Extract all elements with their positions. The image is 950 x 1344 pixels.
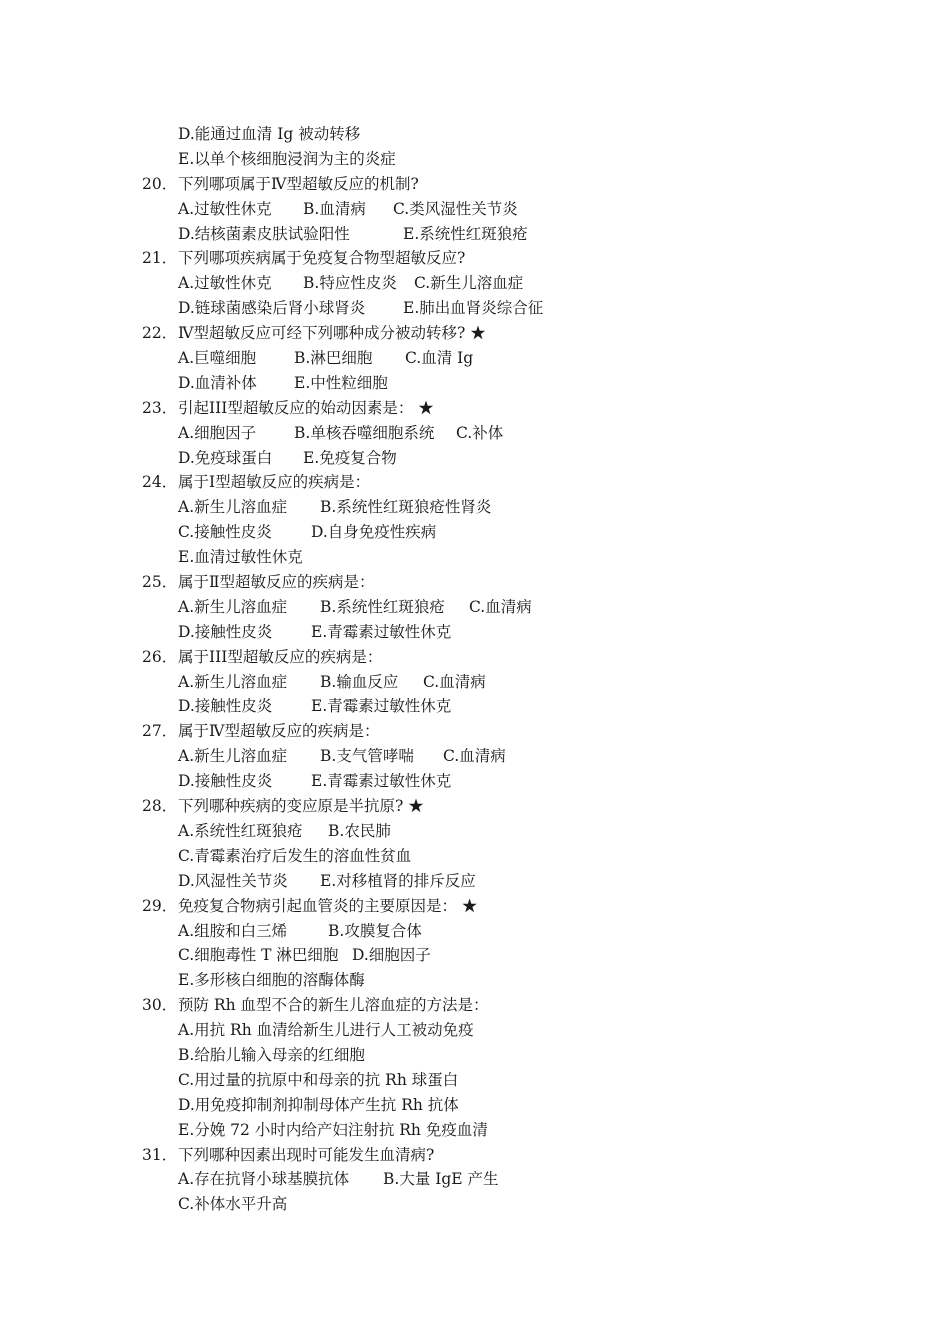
option-line — [0, 769, 950, 794]
question-line — [0, 1143, 950, 1168]
option-text: A.用抗 Rh 血清给新生儿进行人工被动免疫 — [178, 1021, 474, 1040]
option-text: B.给胎儿输入母亲的红细胞 — [178, 1045, 365, 1064]
question-line — [0, 321, 950, 346]
option-text: C.类风湿性关节炎 — [393, 199, 518, 218]
option-text: A.组胺和白三烯 — [178, 921, 288, 940]
option-line — [0, 819, 950, 844]
option-line — [0, 371, 950, 396]
option-line — [0, 968, 950, 993]
option-line — [0, 222, 950, 247]
question-number: 23． — [142, 398, 178, 417]
option-line — [0, 147, 950, 172]
option-text: C.血清病 — [423, 672, 486, 691]
option-text: D.接触性皮炎 — [178, 622, 273, 641]
option-text: D.细胞因子 — [352, 946, 431, 965]
option-text: E.免疫复合物 — [303, 448, 397, 467]
question-text: 下列哪种疾病的变应原是半抗原? ★ — [178, 797, 424, 816]
option-line — [0, 1118, 950, 1143]
option-line — [0, 520, 950, 545]
question-text: 预防 Rh 血型不合的新生儿溶血症的方法是： — [178, 996, 489, 1015]
question-line — [0, 993, 950, 1018]
option-text: C.补体 — [456, 423, 504, 442]
option-text: A.存在抗肾小球基膜抗体 — [178, 1170, 350, 1189]
option-text: C.血清病 — [443, 747, 506, 766]
option-text: C.青霉素治疗后发生的溶血性贫血 — [178, 846, 412, 865]
question-number: 24． — [142, 473, 178, 492]
option-text: A.新生儿溶血症 — [178, 747, 288, 766]
option-text: D.链球菌感染后肾小球肾炎 — [178, 299, 366, 318]
option-text: B.农民肺 — [328, 821, 391, 840]
option-text: A.过敏性休克 — [178, 274, 272, 293]
question-text: 下列哪项属于Ⅳ型超敏反应的机制? — [178, 174, 419, 193]
question-line — [0, 719, 950, 744]
question-text: 属于Ⅰ型超敏反应的疾病是： — [178, 473, 371, 492]
option-text: D.接触性皮炎 — [178, 697, 273, 716]
option-line — [0, 595, 950, 620]
option-text: A.新生儿溶血症 — [178, 597, 288, 616]
question-number: 21． — [142, 249, 178, 268]
option-text: E.以单个核细胞浸润为主的炎症 — [178, 149, 396, 168]
option-line — [0, 1043, 950, 1068]
option-text: C.血清病 — [469, 597, 532, 616]
option-text: B.支气管哮喘 — [320, 747, 414, 766]
question-text: 下列哪项疾病属于免疫复合物型超敏反应? — [178, 249, 466, 268]
option-line — [0, 1093, 950, 1118]
question-line — [0, 645, 950, 670]
option-text: D.风湿性关节炎 — [178, 871, 288, 890]
option-line — [0, 495, 950, 520]
option-line — [0, 1167, 950, 1192]
question-line — [0, 794, 950, 819]
question-line — [0, 470, 950, 495]
question-text: 下列哪种因素出现时可能发生血清病? — [178, 1145, 435, 1164]
question-line — [0, 172, 950, 197]
option-line — [0, 620, 950, 645]
question-text: Ⅳ型超敏反应可经下列哪种成分被动转移? ★ — [178, 324, 486, 343]
question-text: 属于III型超敏反应的疾病是： — [178, 647, 383, 666]
option-text: B.单核吞噬细胞系统 — [294, 423, 435, 442]
question-number: 30． — [142, 996, 178, 1015]
option-text: B.特应性皮炎 — [303, 274, 397, 293]
option-text: E.血清过敏性休克 — [178, 548, 303, 567]
option-text: D.血清补体 — [178, 373, 257, 392]
question-text: 属于Ⅳ型超敏反应的疾病是： — [178, 722, 380, 741]
option-text: D.接触性皮炎 — [178, 772, 273, 791]
option-line — [0, 1192, 950, 1217]
option-line — [0, 421, 950, 446]
option-line — [0, 1068, 950, 1093]
question-line — [0, 570, 950, 595]
option-text: D.结核菌素皮肤试验阳性 — [178, 224, 350, 243]
option-line — [0, 943, 950, 968]
option-text: A.新生儿溶血症 — [178, 672, 288, 691]
option-text: E.青霉素过敏性休克 — [311, 772, 452, 791]
option-line — [0, 844, 950, 869]
option-text: C.补体水平升高 — [178, 1195, 288, 1214]
option-line — [0, 694, 950, 719]
option-line — [0, 296, 950, 321]
option-text: D.用免疫抑制剂抑制母体产生抗 Rh 抗体 — [178, 1095, 459, 1114]
option-line — [0, 346, 950, 371]
question-number: 28． — [142, 797, 178, 816]
option-line — [0, 446, 950, 471]
option-text: E.对移植肾的排斥反应 — [320, 871, 476, 890]
question-text: 引起III型超敏反应的始动因素是： ★ — [178, 398, 434, 417]
question-number: 29． — [142, 896, 178, 915]
option-text: E.青霉素过敏性休克 — [311, 622, 452, 641]
option-text: E.肺出血肾炎综合征 — [403, 299, 544, 318]
option-text: D.自身免疫性疾病 — [311, 523, 437, 542]
question-line — [0, 894, 950, 919]
option-text: C.新生儿溶血症 — [414, 274, 524, 293]
option-line — [0, 670, 950, 695]
question-number: 26． — [142, 647, 178, 666]
option-text: B.淋巴细胞 — [294, 349, 373, 368]
option-text: D.免疫球蛋白 — [178, 448, 273, 467]
question-number: 25． — [142, 573, 178, 592]
option-line — [0, 744, 950, 769]
question-number: 27． — [142, 722, 178, 741]
option-text: B.大量 IgE 产生 — [383, 1170, 499, 1189]
option-text: C.细胞毒性 T 淋巴细胞 — [178, 946, 339, 965]
option-text: B.血清病 — [303, 199, 366, 218]
option-text: A.系统性红斑狼疮 — [178, 821, 303, 840]
question-text: 免疫复合物病引起血管炎的主要原因是： ★ — [178, 896, 478, 915]
option-text: E.系统性红斑狼疮 — [403, 224, 528, 243]
option-line — [0, 919, 950, 944]
option-text: E.多形核白细胞的溶酶体酶 — [178, 971, 365, 990]
question-number: 22． — [142, 324, 178, 343]
option-line — [0, 869, 950, 894]
option-text: C.用过量的抗原中和母亲的抗 Rh 球蛋白 — [178, 1070, 459, 1089]
option-line — [0, 1018, 950, 1043]
option-text: E.青霉素过敏性休克 — [311, 697, 452, 716]
document-page — [0, 122, 950, 1217]
option-text: E.分娩 72 小时内给产妇注射抗 Rh 免疫血清 — [178, 1120, 488, 1139]
option-text: E.中性粒细胞 — [294, 373, 388, 392]
option-text: D.能通过血清 Ig 被动转移 — [178, 125, 361, 143]
option-text: A.新生儿溶血症 — [178, 498, 288, 517]
option-text: C.接触性皮炎 — [178, 523, 272, 542]
question-text: 属于Ⅱ型超敏反应的疾病是： — [178, 573, 375, 592]
option-line — [0, 545, 950, 570]
option-line — [0, 122, 950, 147]
option-text: A.过敏性休克 — [178, 199, 272, 218]
option-text: B.输血反应 — [320, 672, 399, 691]
option-text: B.系统性红斑狼疮 — [320, 597, 445, 616]
option-text: A.巨噬细胞 — [178, 349, 257, 368]
option-text: B.攻膜复合体 — [328, 921, 422, 940]
question-line — [0, 246, 950, 271]
option-text: A.细胞因子 — [178, 423, 257, 442]
question-number: 20． — [142, 174, 178, 193]
question-line — [0, 396, 950, 421]
option-line — [0, 197, 950, 222]
option-text: B.系统性红斑狼疮性肾炎 — [320, 498, 492, 517]
option-line — [0, 271, 950, 296]
question-number: 31． — [142, 1145, 178, 1164]
option-text: C.血清 Ig — [405, 349, 474, 368]
